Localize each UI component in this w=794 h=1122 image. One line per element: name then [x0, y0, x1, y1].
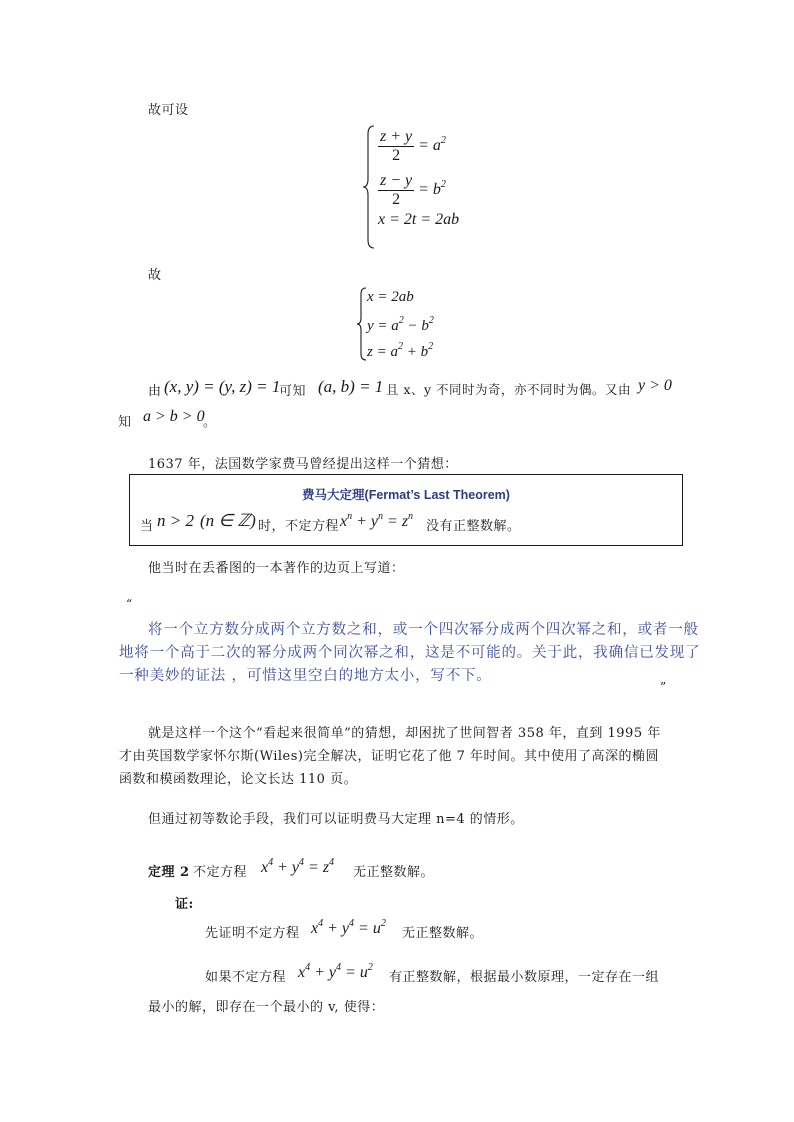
left-brace-icon — [362, 124, 376, 250]
math-proof-equation-1: $x^4 + y^4 = u^2$ — [311, 918, 386, 937]
para-n4: 但通过初等数论手段，我们可以证明费马大定理 n=4 的情形。 — [148, 812, 524, 827]
text-you: 由 — [148, 384, 162, 399]
proof-line1-text: 先证明不定方程 — [205, 926, 300, 941]
proof-line1-tail: 无正整数解。 — [402, 926, 484, 941]
proof-line2-text: 如果不定方程 — [205, 970, 287, 985]
text-zhi: 知 — [118, 415, 132, 430]
text-margin-intro: 他当时在丢番图的一本著作的边页上写道： — [148, 561, 405, 576]
quote-close-mark: ” — [660, 680, 667, 694]
para-wiles-line-1: 就是这样一个这个“看起来很简单”的猜想，却困扰了世间智者 358 年，直到 1995 年 — [148, 726, 661, 741]
text-when: 当 — [140, 519, 154, 534]
math-fermat-equation: $x^n + y^n = z^n$ — [340, 511, 414, 530]
eq1-row1: $\frac{z + y}{2}$ = $a^2$ — [380, 128, 446, 164]
text-period: 。 — [203, 415, 217, 430]
text-history: 1637 年，法国数学家费马曾经提出这样一个猜想： — [148, 457, 458, 472]
theorem-title: 费马大定理(Fermat’s Last Theorem) — [302, 488, 510, 502]
para-wiles-line-2: 才由英国数学家怀尔斯(Wiles)完全解决，证明它花了他 7 年时间。其中使用了高深的椭圆 — [119, 749, 659, 764]
math-y-positive: y > 0 — [638, 377, 672, 394]
eq1-row2: $\frac{z - y}{2}$ = $b^2$ — [380, 172, 446, 208]
fermat-theorem-box — [129, 474, 683, 546]
para-wiles-line-3: 函数和模函数理论，论文长达 110 页。 — [119, 772, 358, 787]
eq1-row3: x = 2t = 2ab — [378, 211, 460, 228]
proof-line3: 最小的解，即存在一个最小的 v, 使得： — [148, 1000, 385, 1015]
text-time: 时，不定方程 — [258, 519, 340, 534]
text-therefore: 故 — [148, 268, 162, 283]
text-so-let: 故可设 — [148, 103, 189, 118]
math-n-integer: (n ∈ ℤ) — [200, 511, 256, 530]
math-n-greater-2: n > 2 — [157, 511, 194, 530]
eq2-row1: x = 2ab — [367, 289, 414, 305]
theorem2-text: 不定方程 — [193, 865, 248, 880]
math-gcd-xyz: (x, y) = (y, z) = 1 — [164, 377, 281, 396]
math-a-b-order: a > b > 0 — [143, 408, 205, 425]
quote-open-mark: “ — [126, 597, 133, 611]
eq2-row2: $y = a^2 - b^2$ — [367, 315, 434, 334]
quote-line-2: 地将一个高于二次的幂分成两个同次幂之和，这是不可能的。关于此，我确信已发现了 — [119, 645, 701, 661]
math-theorem2-equation: $x^4 + y^4 = z^4$ — [261, 857, 335, 876]
theorem2-label: 定理 2 — [148, 865, 190, 880]
quote-line-3: 一种美妙的证法 ，可惜这里空白的地方太小，写不下。 — [119, 668, 492, 684]
text-kezhi: 可知 — [279, 384, 307, 399]
text-parity: 且 x、y 不同时为奇，亦不同时为偶。又由 — [386, 382, 632, 397]
math-gcd-ab: (a, b) = 1 — [318, 377, 384, 396]
eq2-row3: $z = a^2 + b^2$ — [367, 341, 434, 360]
proof-line2-tail: 有正整数解，根据最小数原理，一定存在一组 — [389, 970, 660, 985]
proof-label: 证: — [175, 897, 194, 912]
text-no-solution: 没有正整数解。 — [426, 519, 521, 534]
math-proof-equation-2: $x^4 + y^4 = u^2$ — [298, 962, 373, 981]
theorem2-tail: 无正整数解。 — [353, 865, 435, 880]
quote-line-1: 将一个立方数分成两个立方数之和，或一个四次幂分成两个四次幂之和，或者一般 — [148, 622, 699, 638]
